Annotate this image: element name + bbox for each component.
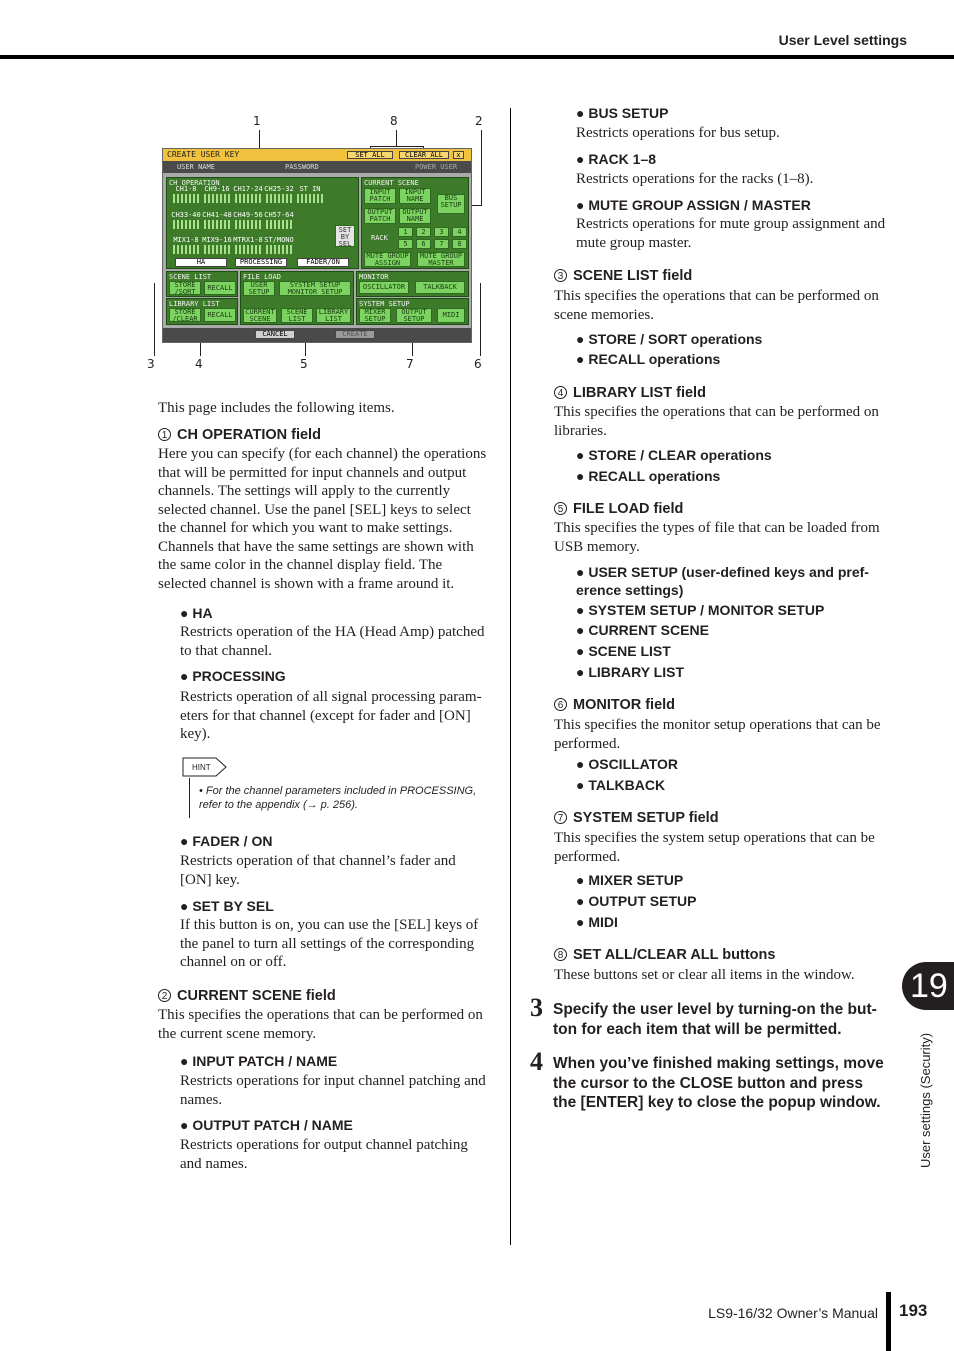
circled-number-icon: 8 bbox=[554, 948, 567, 961]
callout-line bbox=[370, 146, 424, 147]
ch-group-label: CH41-48 bbox=[202, 211, 232, 219]
create-user-key-window bbox=[162, 148, 472, 343]
processing-button[interactable]: PROCESSING bbox=[235, 258, 287, 267]
ch-group-label: ST IN bbox=[299, 185, 321, 193]
section-6-body: This specifies the monitor setup operations that can be performed. bbox=[554, 717, 881, 752]
hint-rule bbox=[189, 778, 190, 818]
store-clear-button[interactable]: STORE /CLEAR bbox=[169, 308, 201, 322]
scene-list-item: ● SCENE LIST bbox=[576, 643, 671, 659]
library-recall-button[interactable]: RECALL bbox=[204, 308, 236, 322]
circled-number-icon: 7 bbox=[554, 811, 567, 824]
section-1-heading: 1 CH OPERATION field bbox=[158, 427, 321, 443]
input-name-button[interactable]: INPUT NAME bbox=[399, 188, 431, 204]
system-setup-label: SYSTEM SETUP bbox=[359, 300, 410, 308]
channel-strip[interactable] bbox=[266, 245, 292, 254]
channel-strip[interactable] bbox=[266, 220, 292, 229]
window-title: CREATE USER KEY bbox=[167, 150, 240, 159]
circled-number-icon: 1 bbox=[158, 428, 171, 441]
channel-strip[interactable] bbox=[235, 245, 261, 254]
user-name-label: USER NAME bbox=[177, 163, 215, 171]
ch-group-label: MIX1-8 bbox=[173, 236, 199, 244]
library-list-label: LIBRARY LIST bbox=[169, 300, 220, 308]
talkback-item: ● TALKBACK bbox=[576, 777, 666, 793]
channel-strip[interactable] bbox=[266, 194, 292, 203]
file-load-label: FILE LOAD bbox=[243, 273, 281, 281]
channel-strip[interactable] bbox=[297, 194, 323, 203]
callout-3: 3 bbox=[147, 357, 155, 371]
rack-8-button[interactable]: 8 bbox=[452, 239, 467, 249]
side-section-label: User settings (Security) bbox=[918, 1032, 933, 1168]
callout-2-top: 2 bbox=[475, 114, 483, 128]
scene-recall-button[interactable]: RECALL bbox=[204, 281, 236, 295]
set-by-sel-body: If this button is on, you can use the [SEL] keys of the panel to turn all settings of the corresponding channel on or off. bbox=[180, 917, 479, 970]
current-scene-item: ● CURRENT SCENE bbox=[576, 622, 709, 638]
user-info-bar bbox=[163, 161, 471, 173]
callout-8-top: 8 bbox=[390, 114, 398, 128]
scene-list-load-button[interactable]: SCENE LIST bbox=[281, 308, 313, 323]
password-label: PASSWORD bbox=[285, 163, 319, 171]
input-patch-heading: ● INPUT PATCH / NAME bbox=[180, 1053, 338, 1069]
callout-4: 4 bbox=[195, 357, 203, 371]
mute-group-master-button[interactable]: MUTE GROUP MASTER bbox=[417, 252, 465, 267]
bus-setup-button[interactable]: BUS SETUP bbox=[437, 194, 465, 214]
ha-heading: ● HA bbox=[180, 605, 213, 621]
set-by-sel-heading: ● SET BY SEL bbox=[180, 898, 274, 914]
ch-group-label: CH57-64 bbox=[264, 211, 294, 219]
output-patch-heading: ● OUTPUT PATCH / NAME bbox=[180, 1117, 353, 1133]
callout-line bbox=[396, 130, 397, 146]
footer-bar bbox=[886, 1292, 891, 1351]
hint-tag-icon bbox=[182, 756, 228, 778]
rack-7-button[interactable]: 7 bbox=[434, 239, 449, 249]
ch-group-label: CH9-16 bbox=[204, 185, 230, 193]
ch-group-label: ST/MONO bbox=[264, 236, 294, 244]
step-3-number: 3 bbox=[530, 993, 543, 1022]
channel-strip[interactable] bbox=[204, 220, 230, 229]
mixer-setup-item: ● MIXER SETUP bbox=[576, 872, 684, 888]
section-4-body: This specifies the operations that can be performed on libraries. bbox=[554, 404, 879, 439]
callout-1-top: 1 bbox=[253, 114, 261, 128]
fader-on-body: Restricts operation of that channel’s fader and [ON] key. bbox=[180, 853, 456, 888]
section-7-body: This specifies the system setup operations that can be performed. bbox=[554, 830, 875, 865]
monitor-label: MONITOR bbox=[359, 273, 389, 281]
user-setup-button[interactable]: USER SETUP bbox=[243, 281, 275, 296]
scene-list-label: SCENE LIST bbox=[169, 273, 212, 281]
set-all-button[interactable]: SET ALL bbox=[347, 151, 393, 159]
section-5-heading: 5 FILE LOAD field bbox=[554, 501, 683, 517]
midi-button[interactable]: MIDI bbox=[437, 308, 465, 323]
section-3-heading: 3 SCENE LIST field bbox=[554, 268, 692, 284]
rack-5-button[interactable]: 5 bbox=[398, 239, 413, 249]
channel-strip[interactable] bbox=[173, 194, 199, 203]
callout-line bbox=[480, 283, 481, 356]
fader-on-heading: ● FADER / ON bbox=[180, 833, 273, 849]
oscillator-item: ● OSCILLATOR bbox=[576, 756, 679, 772]
rack-label: RACK bbox=[371, 234, 388, 242]
output-setup-item: ● OUTPUT SETUP bbox=[576, 893, 697, 909]
bus-setup-heading: ● BUS SETUP bbox=[576, 105, 669, 121]
output-patch-body: Restricts operations for output channel patching and names. bbox=[180, 1137, 468, 1172]
hint-text: • For the channel parameters included in PROCESSING, refer to the appendix (→ p. 256). bbox=[199, 785, 477, 811]
intro-text: This page includes the following items. bbox=[158, 400, 395, 416]
channel-strip[interactable] bbox=[204, 245, 230, 254]
page-number: 193 bbox=[899, 1301, 928, 1320]
mute-group-body: Restricts operations for mute group assignment and mute group master. bbox=[576, 216, 886, 251]
store-sort-item: ● STORE / SORT operations bbox=[576, 331, 763, 347]
processing-heading: ● PROCESSING bbox=[180, 668, 286, 684]
section-2-heading: 2 CURRENT SCENE field bbox=[158, 988, 336, 1004]
hint-label: HINT bbox=[192, 763, 211, 772]
midi-item: ● MIDI bbox=[576, 914, 618, 930]
section-8-body: These buttons set or clear all items in the window. bbox=[554, 967, 855, 983]
oscillator-button[interactable]: OSCILLATOR bbox=[359, 281, 409, 294]
ch-group-label: CH25-32 bbox=[264, 185, 294, 193]
section-1-body: Here you can specify (for each channel) the operations that will be permitted for input channels and output channels. The settings will apply to the currently selected channel. Use the panel [SEL] keys to select the channel for which you want to make settings. Channels that have the same settings are shown with the same color in the channel display field. The selected channel is shown with a frame around it. bbox=[158, 446, 487, 592]
current-scene-label: CURRENT SCENE bbox=[364, 179, 419, 187]
section-2-body: This specifies the operations that can be performed on the current scene memory. bbox=[158, 1007, 483, 1042]
current-scene-load-button[interactable]: CURRENT SCENE bbox=[243, 308, 277, 323]
close-icon[interactable]: x bbox=[453, 151, 464, 159]
system-monitor-item: ● SYSTEM SETUP / MONITOR SETUP bbox=[576, 602, 825, 618]
system-monitor-setup-button[interactable]: SYSTEM SETUP MONITOR SETUP bbox=[279, 281, 351, 296]
section-6-heading: 6 MONITOR field bbox=[554, 697, 675, 713]
section-5-body: This specifies the types of file that can be loaded from USB memory. bbox=[554, 520, 880, 555]
ch-group-label: MTRX1-8 bbox=[233, 236, 263, 244]
circled-number-icon: 2 bbox=[158, 989, 171, 1002]
mute-group-assign-button[interactable]: MUTE GROUP ASSIGN bbox=[364, 252, 411, 267]
callout-7: 7 bbox=[406, 357, 414, 371]
ch-group-label: CH1-8 bbox=[175, 185, 197, 193]
clear-all-button[interactable]: CLEAR ALL bbox=[399, 151, 449, 159]
ch-group-label: CH33-40 bbox=[171, 211, 201, 219]
input-patch-body: Restricts operations for input channel patching and names. bbox=[180, 1073, 486, 1108]
store-clear-item: ● STORE / CLEAR operations bbox=[576, 447, 772, 463]
circled-number-icon: 3 bbox=[554, 269, 567, 282]
section-3-body: This specifies the operations that can be performed on scene memories. bbox=[554, 288, 879, 323]
rack-1-button[interactable]: 1 bbox=[398, 227, 413, 237]
library-recall-item: ● RECALL operations bbox=[576, 468, 721, 484]
mute-group-heading: ● MUTE GROUP ASSIGN / MASTER bbox=[576, 197, 811, 213]
output-patch-button[interactable]: OUTPUT PATCH bbox=[364, 208, 396, 224]
header-rule bbox=[0, 55, 954, 59]
callout-line bbox=[154, 283, 155, 356]
rack-3-button[interactable]: 3 bbox=[434, 227, 449, 237]
power-user-label: POWER USER bbox=[415, 163, 458, 171]
output-name-button[interactable]: OUTPUT NAME bbox=[399, 208, 431, 224]
ha-button[interactable]: HA bbox=[175, 258, 227, 267]
rack-6-button[interactable]: 6 bbox=[416, 239, 431, 249]
ch-group-label: CH49-56 bbox=[233, 211, 263, 219]
ch-group-label: MIX9-16 bbox=[202, 236, 232, 244]
callout-6: 6 bbox=[474, 357, 482, 371]
rack-heading: ● RACK 1–8 bbox=[576, 151, 657, 167]
column-divider bbox=[510, 108, 511, 1245]
section-4-heading: 4 LIBRARY LIST field bbox=[554, 385, 706, 401]
rack-4-button[interactable]: 4 bbox=[452, 227, 467, 237]
callout-line bbox=[481, 130, 482, 205]
store-sort-button[interactable]: STORE /SORT bbox=[169, 281, 201, 295]
set-by-sel-button[interactable]: SET BY SEL bbox=[335, 225, 355, 247]
running-header: User Level settings bbox=[778, 32, 907, 48]
circled-number-icon: 4 bbox=[554, 386, 567, 399]
footer-manual-title: LS9-16/32 Owner’s Manual bbox=[708, 1305, 878, 1321]
mixer-setup-button[interactable]: MIXER SETUP bbox=[359, 308, 391, 323]
output-setup-button[interactable]: OUTPUT SETUP bbox=[396, 308, 432, 323]
rack-body: Restricts operations for the racks (1–8). bbox=[576, 171, 814, 187]
channel-strip[interactable] bbox=[235, 194, 261, 203]
channel-strip[interactable] bbox=[204, 194, 230, 203]
window-footer-bar bbox=[163, 328, 471, 342]
step-4-number: 4 bbox=[530, 1047, 543, 1076]
channel-strip[interactable] bbox=[173, 220, 199, 229]
input-patch-button[interactable]: INPUT PATCH bbox=[364, 188, 396, 204]
channel-strip[interactable] bbox=[235, 220, 261, 229]
create-button[interactable]: CREATE bbox=[335, 330, 375, 339]
channel-strip[interactable] bbox=[173, 245, 199, 254]
bus-setup-body: Restricts operations for bus setup. bbox=[576, 125, 780, 141]
circled-number-icon: 5 bbox=[554, 502, 567, 515]
rack-2-button[interactable]: 2 bbox=[416, 227, 431, 237]
callout-5: 5 bbox=[300, 357, 308, 371]
step-3-text: Specify the user level by turning-on the but-ton for each item that will be permitted. bbox=[553, 1001, 877, 1038]
circled-number-icon: 6 bbox=[554, 698, 567, 711]
user-setup-item: ● USER SETUP (user-defined keys and pref-erence settings) bbox=[576, 564, 869, 598]
processing-body: Restricts operation of all signal processing param-eters for that channel (except for fader and [ON] key). bbox=[180, 689, 482, 742]
fader-on-button[interactable]: FADER/ON bbox=[297, 258, 349, 267]
chapter-tab: 19 bbox=[902, 962, 954, 1010]
section-8-heading: 8 SET ALL/CLEAR ALL buttons bbox=[554, 947, 775, 963]
ch-operation-label: CH OPERATION bbox=[169, 179, 220, 187]
library-list-load-button[interactable]: LIBRARY LIST bbox=[316, 308, 351, 323]
ch-group-label: CH17-24 bbox=[233, 185, 263, 193]
section-7-heading: 7 SYSTEM SETUP field bbox=[554, 810, 719, 826]
cancel-button[interactable]: CANCEL bbox=[255, 330, 295, 339]
ha-body: Restricts operation of the HA (Head Amp) patched to that channel. bbox=[180, 624, 485, 659]
library-list-item: ● LIBRARY LIST bbox=[576, 664, 685, 680]
talkback-button[interactable]: TALKBACK bbox=[415, 281, 465, 294]
recall-item: ● RECALL operations bbox=[576, 351, 721, 367]
step-4-text: When you’ve finished making settings, move the cursor to the CLOSE button and press the [ENTER] key to close the popup window. bbox=[553, 1055, 884, 1111]
